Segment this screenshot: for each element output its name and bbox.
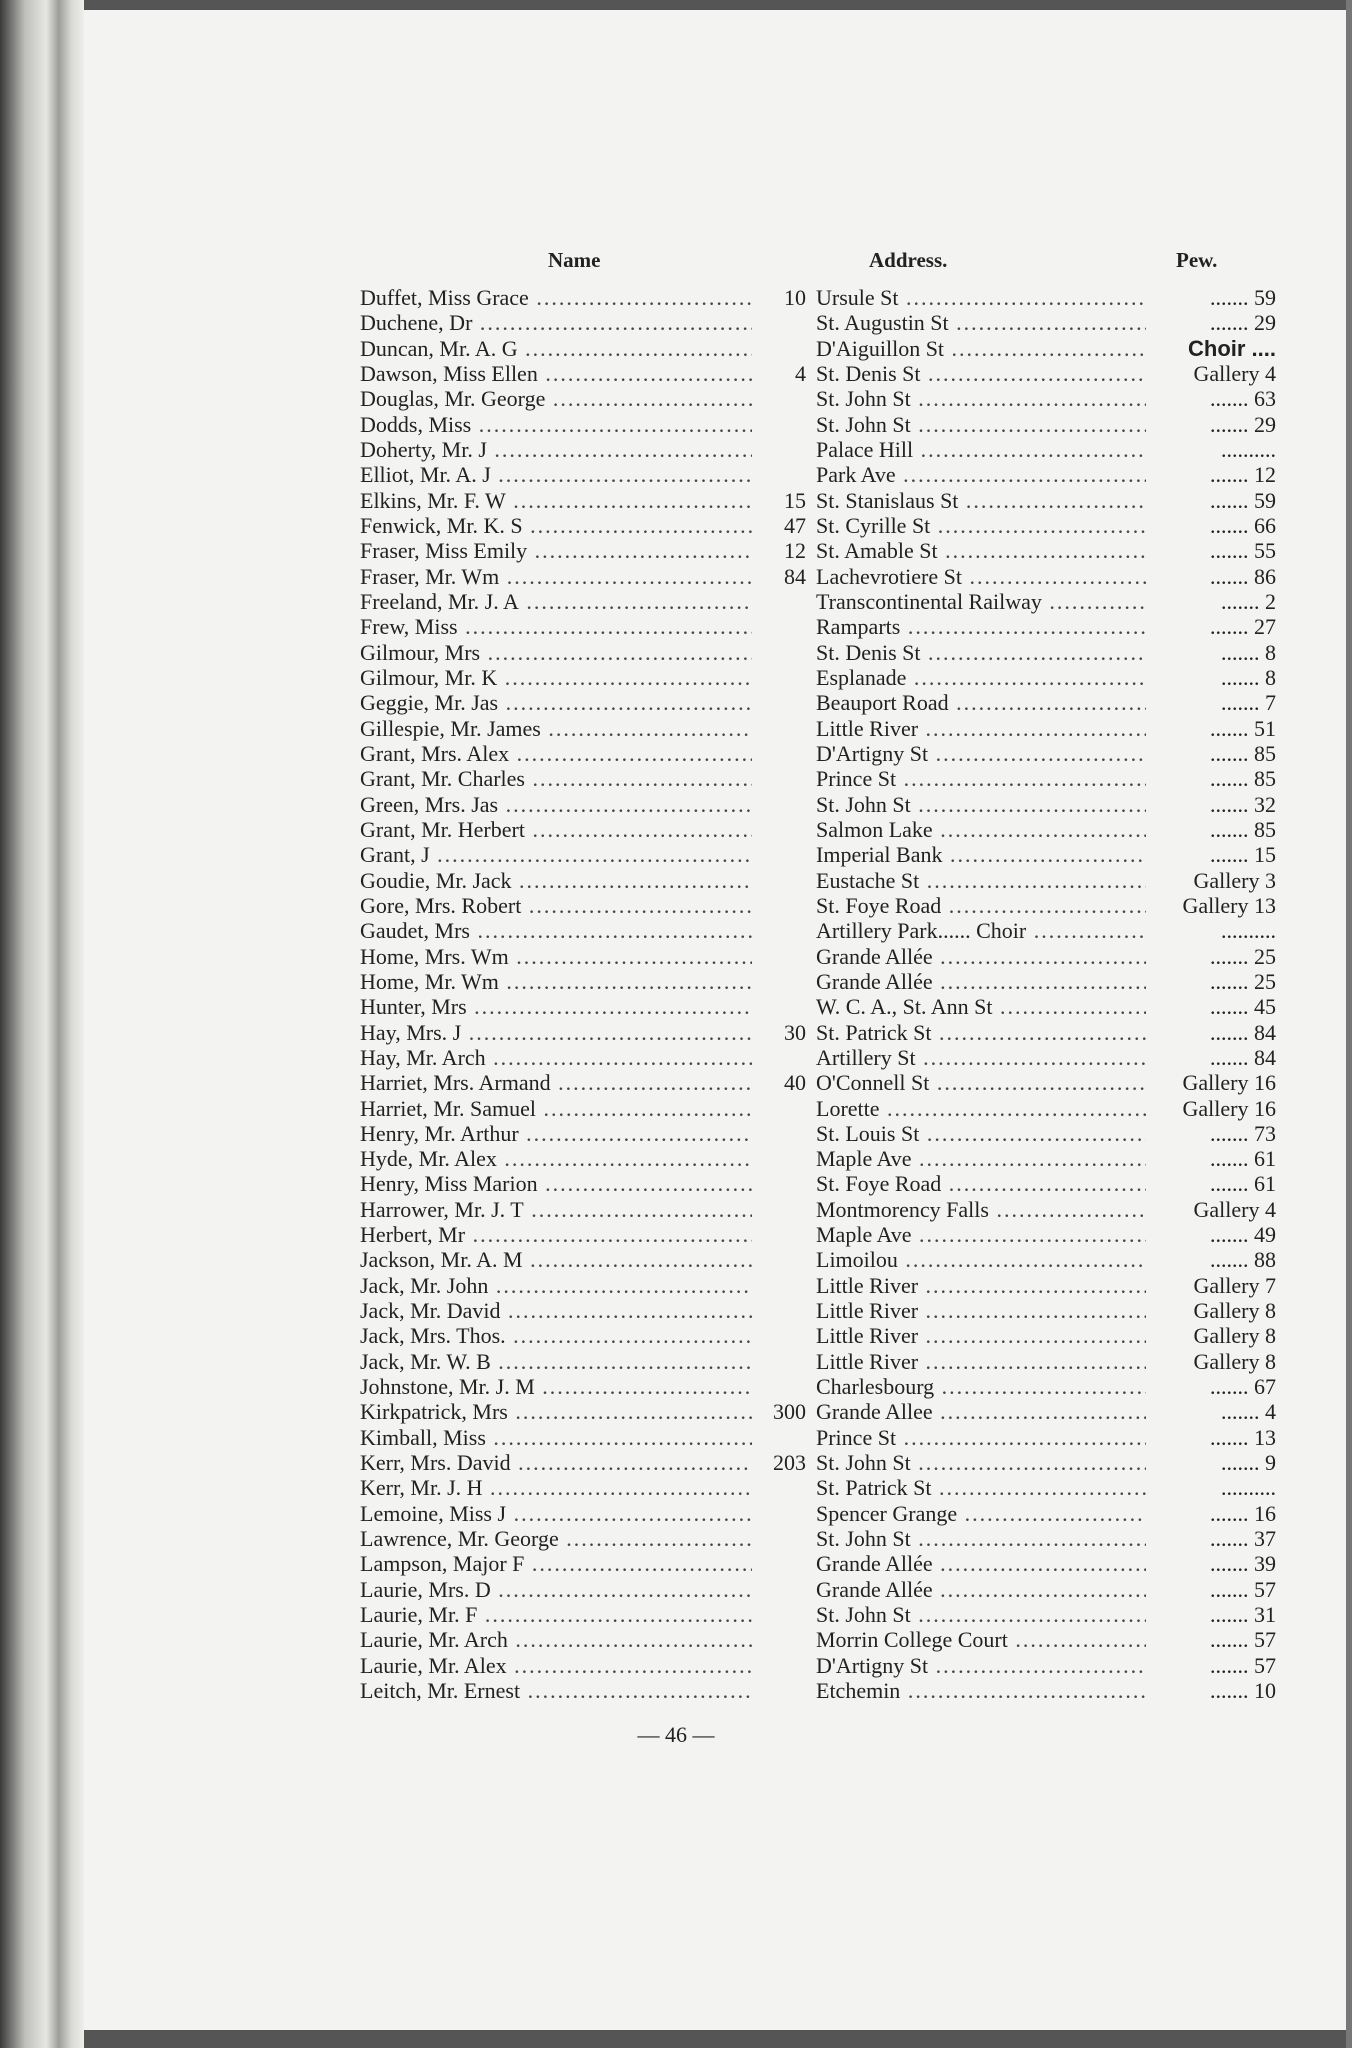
address-column-header: Address. xyxy=(869,248,948,272)
entry-address: Maple Ave ..... xyxy=(816,1222,1146,1248)
entry-address: Charlesbourg ..... xyxy=(816,1374,1146,1400)
entry-name: Laurie, Mr. Arch ..... xyxy=(360,1627,752,1653)
entry-pew: ....... 7 xyxy=(1150,690,1276,716)
entry-pew: ....... 13 xyxy=(1150,1425,1276,1451)
entry-name: Fraser, Mr. Wm ..... xyxy=(360,564,752,590)
directory-entry xyxy=(0,1626,1352,1651)
entry-address: Artillery Park...... Choir ..... xyxy=(816,918,1146,944)
directory-entry xyxy=(0,1601,1352,1626)
directory-entry xyxy=(0,1449,1352,1474)
entry-pew: ....... 51 xyxy=(1150,716,1276,742)
entry-address: St. John St ..... xyxy=(816,1526,1146,1552)
entry-name: Grant, Mrs. Alex ..... xyxy=(360,741,752,767)
entry-name: Freeland, Mr. J. A ..... xyxy=(360,589,752,615)
entry-pew: ....... 9 xyxy=(1150,1450,1276,1476)
entry-pew: Gallery 4 xyxy=(1150,361,1276,387)
entry-pew: ....... 39 xyxy=(1150,1551,1276,1577)
entry-address: Etchemin ..... xyxy=(816,1678,1146,1704)
entry-name: Lampson, Major F ..... xyxy=(360,1551,752,1577)
directory-entry xyxy=(0,664,1352,689)
directory-entry xyxy=(0,1576,1352,1601)
entry-name: Jack, Mr. W. B ..... xyxy=(360,1349,752,1375)
directory-entry xyxy=(0,993,1352,1018)
directory-entry xyxy=(0,588,1352,613)
page-number: — 46 — xyxy=(637,1722,715,1747)
entry-name: Elkins, Mr. F. W ..... xyxy=(360,488,752,514)
entry-name: Jack, Mr. David ..... xyxy=(360,1298,752,1324)
directory-entry xyxy=(0,816,1352,841)
entry-address: Morrin College Court ..... xyxy=(816,1627,1146,1653)
entry-pew: ....... 8 xyxy=(1150,640,1276,666)
entry-name: Duchene, Dr ..... xyxy=(360,310,752,336)
entry-address: Little River ..... xyxy=(816,1273,1146,1299)
entry-pew: ....... 86 xyxy=(1150,564,1276,590)
directory-entry xyxy=(0,284,1352,309)
directory-entry xyxy=(0,1322,1352,1347)
entry-pew: ....... 85 xyxy=(1150,817,1276,843)
entry-name: Elliot, Mr. A. J ..... xyxy=(360,462,752,488)
entry-address: St. Denis St ..... xyxy=(816,361,1146,387)
entry-address: Little River ..... xyxy=(816,1298,1146,1324)
entry-pew: ....... 10 xyxy=(1150,1678,1276,1704)
entry-address: Eustache St ..... xyxy=(816,868,1146,894)
directory-entry xyxy=(0,689,1352,714)
entry-name: Henry, Miss Marion ..... xyxy=(360,1171,752,1197)
entry-pew: ....... 85 xyxy=(1150,766,1276,792)
directory-entry xyxy=(0,1398,1352,1423)
entry-address: St. Louis St ..... xyxy=(816,1121,1146,1147)
directory-entry xyxy=(0,968,1352,993)
entry-name: Duffet, Miss Grace ..... xyxy=(360,285,752,311)
entry-name: Home, Mrs. Wm ..... xyxy=(360,944,752,970)
directory-entry xyxy=(0,1550,1352,1575)
entry-address: Grande Allée ..... xyxy=(816,1577,1146,1603)
directory-entry xyxy=(0,917,1352,942)
directory-entry xyxy=(0,1170,1352,1195)
directory-entry xyxy=(0,943,1352,968)
entry-name: Dodds, Miss ..... xyxy=(360,412,752,438)
directory-entry xyxy=(0,1196,1352,1221)
entry-address: Palace Hill ..... xyxy=(816,437,1146,463)
directory-entry xyxy=(0,1019,1352,1044)
entry-pew: ....... 2 xyxy=(1150,589,1276,615)
directory-entry xyxy=(0,385,1352,410)
entry-name: Gillespie, Mr. James ..... xyxy=(360,716,752,742)
directory-entry xyxy=(0,867,1352,892)
directory-entry xyxy=(0,1500,1352,1525)
column-headers xyxy=(0,248,1352,284)
entry-pew: .......... xyxy=(1150,1475,1276,1501)
entry-name: Kerr, Mr. J. H ..... xyxy=(360,1475,752,1501)
entry-address: St. Foye Road ..... xyxy=(816,1171,1146,1197)
entry-pew: ....... 66 xyxy=(1150,513,1276,539)
entry-street-number: 12 xyxy=(784,538,806,564)
entry-address: St. Augustin St ..... xyxy=(816,310,1146,336)
entry-address: Lorette ..... xyxy=(816,1096,1146,1122)
entry-pew: ....... 85 xyxy=(1150,741,1276,767)
entry-pew: ....... 57 xyxy=(1150,1577,1276,1603)
entry-name: Harriet, Mr. Samuel ..... xyxy=(360,1096,752,1122)
entry-pew: Gallery 16 xyxy=(1150,1096,1276,1122)
entry-pew: ....... 29 xyxy=(1150,412,1276,438)
directory-entry xyxy=(0,360,1352,385)
entry-name: Leitch, Mr. Ernest ..... xyxy=(360,1678,752,1704)
entry-name: Harriet, Mrs. Armand ..... xyxy=(360,1070,752,1096)
entry-address: Grande Allée ..... xyxy=(816,1551,1146,1577)
entry-address: Prince St ..... xyxy=(816,766,1146,792)
entry-name: Grant, Mr. Herbert ..... xyxy=(360,817,752,843)
pew-column-header: Pew. xyxy=(1176,248,1218,272)
entry-name: Laurie, Mr. Alex ..... xyxy=(360,1653,752,1679)
entry-pew: ....... 15 xyxy=(1150,842,1276,868)
entry-name: Jack, Mr. John ..... xyxy=(360,1273,752,1299)
entry-name: Johnstone, Mr. J. M ..... xyxy=(360,1374,752,1400)
entry-name: Douglas, Mr. George ..... xyxy=(360,386,752,412)
entry-name: Kirkpatrick, Mrs ..... xyxy=(360,1399,752,1425)
entry-name: Grant, J ..... xyxy=(360,842,752,868)
directory-entry xyxy=(0,537,1352,562)
entry-name: Gore, Mrs. Robert ..... xyxy=(360,893,752,919)
entry-pew: ....... 57 xyxy=(1150,1627,1276,1653)
entry-address: St. Patrick St ..... xyxy=(816,1475,1146,1501)
entry-pew: ....... 55 xyxy=(1150,538,1276,564)
directory-entry xyxy=(0,436,1352,461)
entry-name: Laurie, Mrs. D ..... xyxy=(360,1577,752,1603)
directory-entry xyxy=(0,1424,1352,1449)
directory-entry xyxy=(0,613,1352,638)
directory-entry xyxy=(0,791,1352,816)
entry-address: Little River ..... xyxy=(816,716,1146,742)
directory-entry xyxy=(0,411,1352,436)
entry-address: St. John St ..... xyxy=(816,792,1146,818)
entry-name: Henry, Mr. Arthur ..... xyxy=(360,1121,752,1147)
directory-entry xyxy=(0,512,1352,537)
entry-pew: ....... 45 xyxy=(1150,994,1276,1020)
directory-entry xyxy=(0,1221,1352,1246)
entry-pew: ....... 49 xyxy=(1150,1222,1276,1248)
entry-name: Fenwick, Mr. K. S ..... xyxy=(360,513,752,539)
directory-entry xyxy=(0,1525,1352,1550)
entry-address: Prince St ..... xyxy=(816,1425,1146,1451)
entry-pew: Gallery 4 xyxy=(1150,1197,1276,1223)
entry-pew: Gallery 7 xyxy=(1150,1273,1276,1299)
entry-address: Grande Allée ..... xyxy=(816,969,1146,995)
entry-address: Esplanade ..... xyxy=(816,665,1146,691)
entry-pew: ....... 25 xyxy=(1150,944,1276,970)
entry-pew: Gallery 8 xyxy=(1150,1323,1276,1349)
entry-street-number: 10 xyxy=(784,285,806,310)
entry-pew: ....... 8 xyxy=(1150,665,1276,691)
entry-pew: ....... 37 xyxy=(1150,1526,1276,1552)
entry-pew: Gallery 8 xyxy=(1150,1298,1276,1324)
entry-address: St. Amable St ..... xyxy=(816,538,1146,564)
entry-address: Maple Ave ..... xyxy=(816,1146,1146,1172)
directory-entry xyxy=(0,892,1352,917)
entry-address: D'Aiguillon St ..... xyxy=(816,336,1146,362)
directory-entry xyxy=(0,715,1352,740)
entry-pew: Gallery 16 xyxy=(1150,1070,1276,1096)
entry-name: Gaudet, Mrs ..... xyxy=(360,918,752,944)
entry-address: Ursule St ..... xyxy=(816,285,1146,311)
entry-address: St. Denis St ..... xyxy=(816,640,1146,666)
entry-street-number: 47 xyxy=(784,512,806,538)
entry-pew: ....... 29 xyxy=(1150,310,1276,336)
entry-pew: ....... 4 xyxy=(1150,1399,1276,1425)
entry-address: Montmorency Falls ..... xyxy=(816,1197,1146,1223)
entry-address: St. John St ..... xyxy=(816,386,1146,412)
directory-entry xyxy=(0,1246,1352,1271)
entry-address: St. Patrick St ..... xyxy=(816,1020,1146,1046)
directory-entry xyxy=(0,563,1352,588)
entry-street-number: 4 xyxy=(795,360,806,386)
entry-pew: Gallery 8 xyxy=(1150,1349,1276,1375)
entry-pew: ....... 57 xyxy=(1150,1653,1276,1679)
entry-street-number: 84 xyxy=(784,563,806,589)
entry-address: D'Artigny St ..... xyxy=(816,741,1146,767)
entry-name: Lawrence, Mr. George ..... xyxy=(360,1526,752,1552)
entry-pew: ....... 88 xyxy=(1150,1247,1276,1273)
entry-name: Fraser, Miss Emily ..... xyxy=(360,538,752,564)
entry-name: Jack, Mrs. Thos. ..... xyxy=(360,1323,752,1349)
page-bottom-edge xyxy=(84,2030,1352,2048)
entry-pew: ....... 59 xyxy=(1150,285,1276,311)
entry-pew: .......... xyxy=(1150,918,1276,944)
directory-entry xyxy=(0,1373,1352,1398)
entry-name: Hunter, Mrs ..... xyxy=(360,994,752,1020)
entry-pew: ....... 73 xyxy=(1150,1121,1276,1147)
entry-pew: ....... 27 xyxy=(1150,614,1276,640)
entry-address: St. John St ..... xyxy=(816,1602,1146,1628)
directory-entry xyxy=(0,1095,1352,1120)
name-column-header: Name xyxy=(548,248,601,272)
entry-address: Grande Allee ..... xyxy=(816,1399,1146,1425)
entry-name: Hay, Mr. Arch ..... xyxy=(360,1045,752,1071)
entry-address: Imperial Bank ..... xyxy=(816,842,1146,868)
entry-address: Ramparts ..... xyxy=(816,614,1146,640)
entry-address: St. Stanislaus St ..... xyxy=(816,488,1146,514)
entry-address: O'Connell St ..... xyxy=(816,1070,1146,1096)
entry-street-number: 40 xyxy=(784,1070,806,1096)
entry-name: Herbert, Mr ..... xyxy=(360,1222,752,1248)
entry-address: Lachevrotiere St ..... xyxy=(816,564,1146,590)
entry-pew: ....... 61 xyxy=(1150,1146,1276,1172)
entry-pew: ....... 61 xyxy=(1150,1171,1276,1197)
entry-pew: Gallery 13 xyxy=(1150,893,1276,919)
directory-entry xyxy=(0,639,1352,664)
entry-name: Gilmour, Mrs ..... xyxy=(360,640,752,666)
entry-name: Frew, Miss ..... xyxy=(360,614,752,640)
entry-address: Salmon Lake ..... xyxy=(816,817,1146,843)
entry-pew: ....... 25 xyxy=(1150,969,1276,995)
entry-pew: Choir .... xyxy=(1150,336,1276,362)
directory-entry xyxy=(0,1348,1352,1373)
directory-entry xyxy=(0,1652,1352,1677)
entry-address: Little River ..... xyxy=(816,1323,1146,1349)
entry-address: Grande Allée ..... xyxy=(816,944,1146,970)
entry-address: D'Artigny St ..... xyxy=(816,1653,1146,1679)
entry-address: Beauport Road ..... xyxy=(816,690,1146,716)
entry-name: Hyde, Mr. Alex ..... xyxy=(360,1146,752,1172)
directory-entry xyxy=(0,1297,1352,1322)
entry-street-number: 15 xyxy=(784,487,806,513)
entry-name: Goudie, Mr. Jack ..... xyxy=(360,868,752,894)
entry-name: Laurie, Mr. F ..... xyxy=(360,1602,752,1628)
entry-name: Hay, Mrs. J ..... xyxy=(360,1020,752,1046)
directory-entry xyxy=(0,335,1352,360)
entry-address: Transcontinental Railway ..... xyxy=(816,589,1146,615)
entry-name: Grant, Mr. Charles ..... xyxy=(360,766,752,792)
entry-pew: ....... 32 xyxy=(1150,792,1276,818)
directory-entry xyxy=(0,1044,1352,1069)
directory-entry xyxy=(0,1677,1352,1702)
entry-street-number: 203 xyxy=(773,1450,806,1476)
entry-name: Gilmour, Mr. K ..... xyxy=(360,665,752,691)
entry-street-number: 30 xyxy=(784,1019,806,1045)
directory-entry xyxy=(0,765,1352,790)
directory-entry xyxy=(0,1145,1352,1170)
entry-name: Kimball, Miss ..... xyxy=(360,1425,752,1451)
entry-pew: ....... 84 xyxy=(1150,1045,1276,1071)
directory-entry xyxy=(0,1272,1352,1297)
entry-address: St. John St ..... xyxy=(816,1450,1146,1476)
entry-address: Little River ..... xyxy=(816,1349,1146,1375)
directory-entry xyxy=(0,309,1352,334)
entry-pew: Gallery 3 xyxy=(1150,868,1276,894)
entry-address: Artillery St ..... xyxy=(816,1045,1146,1071)
entry-pew: .......... xyxy=(1150,437,1276,463)
entry-name: Home, Mr. Wm ..... xyxy=(360,969,752,995)
entry-pew: ....... 12 xyxy=(1150,462,1276,488)
entry-address: W. C. A., St. Ann St ..... xyxy=(816,994,1146,1020)
entry-name: Geggie, Mr. Jas ..... xyxy=(360,690,752,716)
entry-pew: ....... 16 xyxy=(1150,1501,1276,1527)
entry-address: St. Foye Road ..... xyxy=(816,893,1146,919)
entry-name: Kerr, Mrs. David ..... xyxy=(360,1450,752,1476)
directory-entry xyxy=(0,487,1352,512)
entry-street-number: 300 xyxy=(773,1399,806,1425)
directory-entry xyxy=(0,740,1352,765)
directory-entry xyxy=(0,841,1352,866)
entry-name: Green, Mrs. Jas ..... xyxy=(360,792,752,818)
entry-name: Duncan, Mr. A. G ..... xyxy=(360,336,752,362)
directory-list xyxy=(0,284,1352,1702)
entry-pew: ....... 59 xyxy=(1150,488,1276,514)
entry-address: Limoilou ..... xyxy=(816,1247,1146,1273)
entry-pew: ....... 31 xyxy=(1150,1602,1276,1628)
directory-entry xyxy=(0,1474,1352,1499)
entry-name: Harrower, Mr. J. T ..... xyxy=(360,1197,752,1223)
directory-entry xyxy=(0,461,1352,486)
entry-name: Doherty, Mr. J ..... xyxy=(360,437,752,463)
entry-pew: ....... 67 xyxy=(1150,1374,1276,1400)
entry-address: St. Cyrille St ..... xyxy=(816,513,1146,539)
directory-entry xyxy=(0,1120,1352,1145)
page-top-edge xyxy=(84,0,1352,10)
entry-name: Dawson, Miss Ellen ..... xyxy=(360,361,752,387)
entry-address: St. John St ..... xyxy=(816,412,1146,438)
entry-name: Jackson, Mr. A. M ..... xyxy=(360,1247,752,1273)
entry-pew: ....... 63 xyxy=(1150,386,1276,412)
entry-name: Lemoine, Miss J ..... xyxy=(360,1501,752,1527)
entry-address: Spencer Grange ..... xyxy=(816,1501,1146,1527)
directory-entry xyxy=(0,1069,1352,1094)
entry-pew: ....... 84 xyxy=(1150,1020,1276,1046)
entry-address: Park Ave ..... xyxy=(816,462,1146,488)
